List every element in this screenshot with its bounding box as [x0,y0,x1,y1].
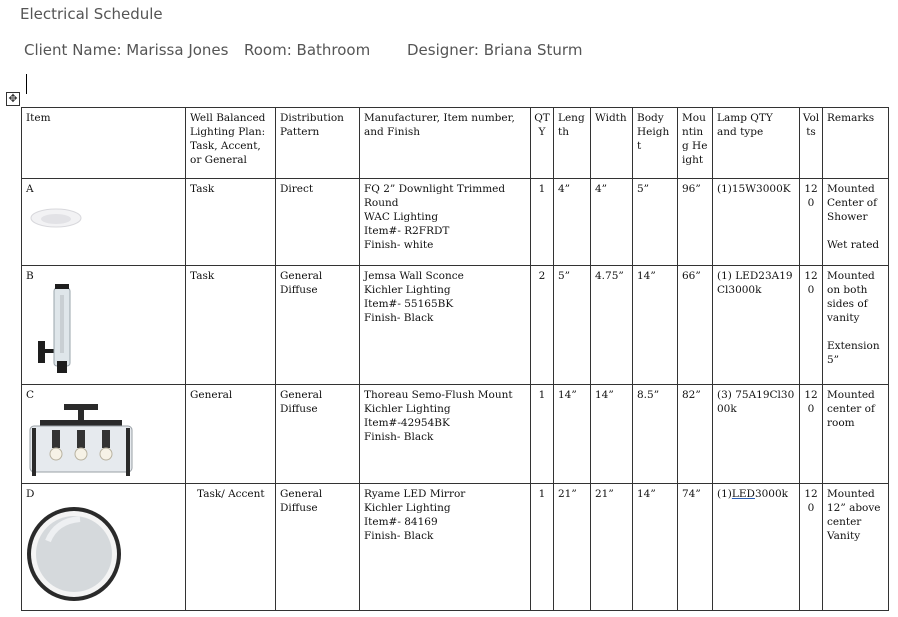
product-name: Thoreau Semo-Flush Mount [364,389,513,401]
body-height-cell: 8.5” [633,385,678,484]
remarks-cell [823,266,889,385]
client-name: Client Name: Marissa Jones [24,41,229,59]
designer-name: Designer: Briana Sturm [407,41,583,59]
pattern-cell: Direct [276,179,360,266]
led-mirror-image [26,501,126,607]
item-number: Item#- 55165BK [364,298,454,310]
width-cell: 14” [591,385,633,484]
header-volts: Volts [800,108,823,179]
table-row [22,484,889,611]
pattern-cell: General Diffuse [276,484,360,611]
width-cell: 4.75” [591,266,633,385]
finish: Finish- Black [364,530,434,542]
item-cell [22,179,186,266]
item-label: C [26,389,35,401]
qty-cell: 1 [531,385,554,484]
item-label: B [26,270,34,282]
table-row [22,385,889,484]
brand-name: Kichler Lighting [364,502,451,514]
remark-text: Wet rated [827,239,880,251]
plan-cell: Task/ Accent [186,484,276,611]
manufacturer-cell [360,385,531,484]
lamp-cell: (1)15W3000K [713,179,800,266]
remarks-cell [823,484,889,611]
body-height-cell: 14” [633,266,678,385]
header-manufacturer: Manufacturer, Item number, and Finish [360,108,531,179]
qty-cell: 2 [531,266,554,385]
length-cell: 5” [554,266,591,385]
item-number: Item#- R2FRDT [364,225,450,237]
mounting-height-cell: 96” [678,179,713,266]
header-width: Width [591,108,633,179]
remark-text: Mounted center of room [827,389,875,429]
product-name: FQ 2” Downlight Trimmed Round [364,183,506,209]
mounting-height-cell: 82” [678,385,713,484]
remark-text: Extension 5” [827,340,880,366]
product-name: Ryame LED Mirror [364,488,466,500]
lamp-prefix: (1) [717,488,732,500]
length-cell: 14” [554,385,591,484]
lamp-underlined-text: LED [731,488,755,500]
width-cell: 21” [591,484,633,611]
document-title: Electrical Schedule [20,5,163,23]
header-body-height: Body Height [633,108,678,179]
length-cell: 4” [554,179,591,266]
item-number: Item#- 84169 [364,516,438,528]
remarks-cell [823,179,889,266]
finish: Finish- Black [364,312,434,324]
lamp-suffix: 3000k [754,488,789,500]
item-cell [22,385,186,484]
brand-name: Kichler Lighting [364,403,451,415]
finish: Finish- white [364,239,434,251]
pattern-cell: General Diffuse [276,266,360,385]
mounting-height-cell: 74” [678,484,713,611]
table-row [22,266,889,385]
header-row [22,108,889,179]
remark-text: Mounted on both sides of vanity [827,270,875,324]
lamp-cell [713,484,800,611]
plan-cell: Task [186,266,276,385]
header-item: Item [22,108,186,179]
item-number: Item#-42954BK [364,417,450,429]
volts-cell: 120 [800,266,823,385]
product-name: Jemsa Wall Sconce [364,270,464,282]
header-mounting-height: Mounting Height [678,108,713,179]
body-height-cell: 14” [633,484,678,611]
header-lamp: Lamp QTY and type [713,108,800,179]
recessed-downlight-image [26,204,86,234]
body-height-cell: 5” [633,179,678,266]
volts-cell: 120 [800,385,823,484]
volts-cell: 120 [800,179,823,266]
plan-cell: General [186,385,276,484]
text-cursor [26,74,27,94]
item-label: D [26,488,35,500]
header-remarks: Remarks [823,108,889,179]
finish: Finish- Black [364,431,434,443]
width-cell: 4” [591,179,633,266]
header-plan: Well Balanced Lighting Plan: Task, Accent, or General [186,108,276,179]
move-icon[interactable]: ✥ [6,92,20,106]
wall-sconce-image [26,283,86,381]
header-qty: QTY [531,108,554,179]
table-row [22,179,889,266]
length-cell: 21” [554,484,591,611]
room-name: Room: Bathroom [244,41,371,59]
pattern-cell: General Diffuse [276,385,360,484]
manufacturer-cell [360,484,531,611]
manufacturer-cell [360,266,531,385]
qty-cell: 1 [531,484,554,611]
remark-text: Mounted Center of Shower [827,183,878,223]
mounting-height-cell: 66” [678,266,713,385]
item-label: A [26,183,34,195]
item-cell [22,266,186,385]
lamp-cell: (1) LED23A19Cl3000k [713,266,800,385]
brand-name: Kichler Lighting [364,284,451,296]
plan-cell: Task [186,179,276,266]
qty-cell: 1 [531,179,554,266]
remark-text: Mounted 12” above center Vanity [827,488,881,542]
semi-flush-mount-image [26,402,136,480]
volts-cell: 120 [800,484,823,611]
brand-name: WAC Lighting [364,211,439,223]
electrical-schedule-table [21,107,889,611]
header-pattern: Distribution Pattern [276,108,360,179]
remarks-cell [823,385,889,484]
header-length: Length [554,108,591,179]
lamp-cell: (3) 75A19Cl3000k [713,385,800,484]
item-cell [22,484,186,611]
manufacturer-cell [360,179,531,266]
